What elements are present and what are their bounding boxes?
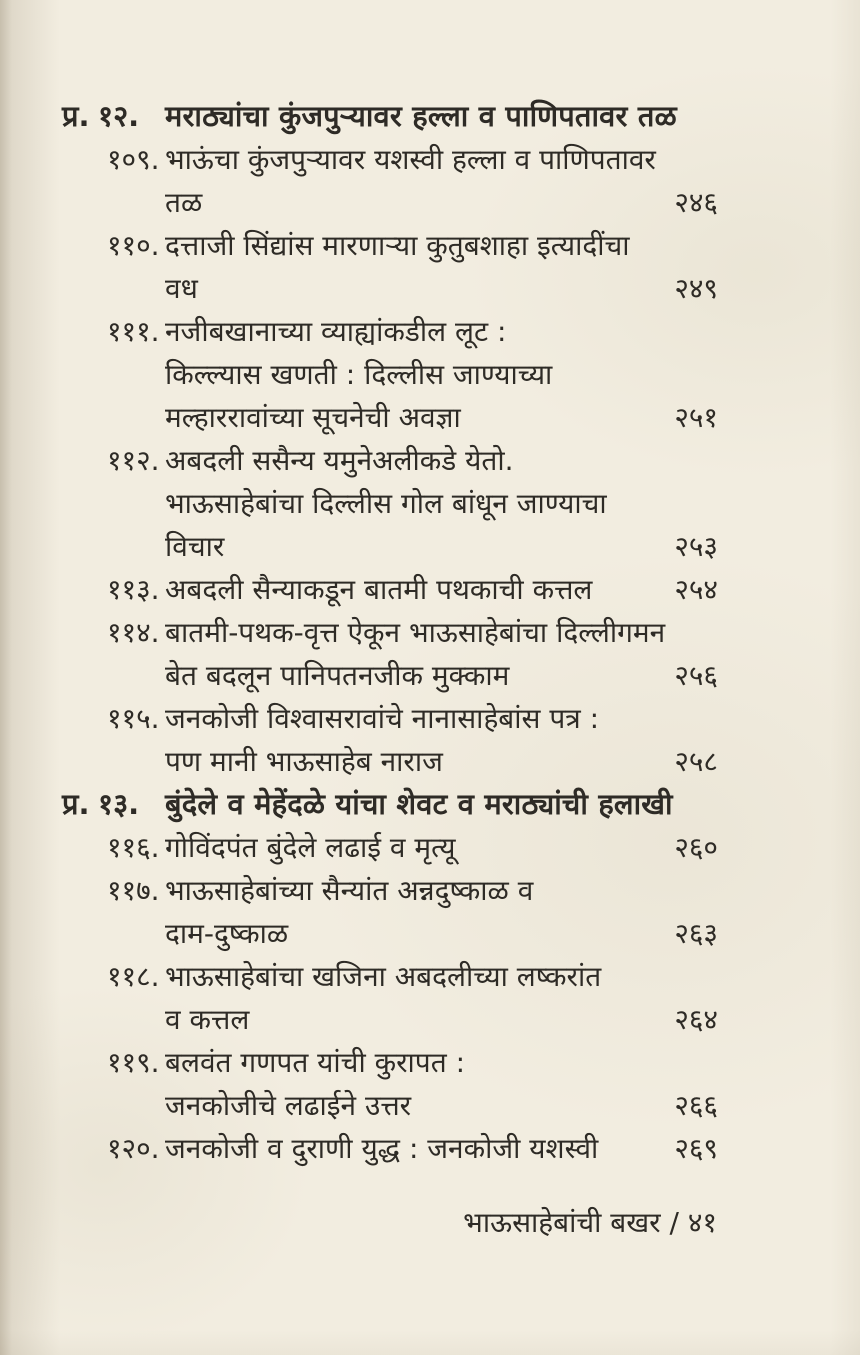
entry-page-number: २५१ <box>674 401 718 434</box>
entry-page-number: २६४ <box>674 1003 718 1036</box>
entry-page-number: २५६ <box>674 659 718 692</box>
chapter-number: १३. <box>98 787 140 821</box>
entry-page-number: २६० <box>674 831 718 864</box>
entry-line: मल्हाररावांच्या सूचनेची अवज्ञा <box>165 401 461 434</box>
entry-line: पण मानी भाऊसाहेब नाराज <box>165 745 443 778</box>
toc-entry-row <box>62 568 718 611</box>
chapter-title: बुंदेले व मेहेंदळे यांचा शेवट व मराठ्यांची हलाखी <box>165 787 673 821</box>
entry-line: अबदली सैन्याकडून बातमी पथकाची कत्तल <box>165 573 593 606</box>
toc-entry-row <box>62 310 718 439</box>
entry-line: दत्ताजी सिंद्यांस मारणाऱ्या कुतुबशाहा इत्यादींचा <box>165 229 630 262</box>
entry-line: भाऊसाहेबांचा खजिना अबदलीच्या लष्करांत <box>165 960 602 993</box>
entry-line: भाऊसाहेबांच्या सैन्यांत अन्नदुष्काळ व <box>165 874 534 907</box>
chapter-prefix: प्र. <box>62 99 90 133</box>
entry-line: तळ <box>165 186 203 219</box>
entry-page-number: २६३ <box>674 917 718 950</box>
entry-page-number: २५८ <box>674 745 718 778</box>
toc-entry-row <box>62 138 718 224</box>
entry-line: विचार <box>165 530 225 563</box>
entry-line: बातमी-पथक-वृत्त ऐकून भाऊसाहेबांचा दिल्लीगमन <box>165 616 666 649</box>
entry-line: अबदली ससैन्य यमुनेअलीकडे येतो. <box>165 444 514 477</box>
entry-line: भाऊसाहेबांचा दिल्लीस गोल बांधून जाण्याचा <box>165 487 607 520</box>
entry-number: ११५. <box>107 702 160 735</box>
page-footer: भाऊसाहेबांची बखर / ४१ <box>463 1206 717 1239</box>
entry-line: गोविंदपंत बुंदेले लढाई व मृत्यू <box>165 831 456 864</box>
entry-number: ११९. <box>107 1046 160 1079</box>
table-of-contents <box>62 95 718 1170</box>
entry-page-number: २४९ <box>674 272 718 305</box>
toc-entry-row <box>62 826 718 869</box>
entry-line: वध <box>165 272 198 305</box>
toc-entry-row <box>62 697 718 783</box>
toc-chapter-row <box>62 783 718 826</box>
entry-line: जनकोजी विश्वासरावांचे नानासाहेबांस पत्र : <box>165 702 600 735</box>
entry-number: ११०. <box>107 229 160 262</box>
entry-number: ११३. <box>107 573 160 606</box>
toc-entry-row <box>62 869 718 955</box>
entry-line: व कत्तल <box>165 1003 250 1036</box>
entry-line: भाऊंचा कुंजपुऱ्यावर यशस्वी हल्ला व पाणिपतावर <box>165 143 656 176</box>
toc-chapter-row <box>62 95 718 138</box>
toc-entry-row <box>62 224 718 310</box>
entry-number: ११६. <box>107 831 160 864</box>
entry-page-number: २५३ <box>674 530 718 563</box>
entry-line: बलवंत गणपत यांची कुरापत : <box>165 1046 466 1079</box>
toc-entry-row <box>62 1127 718 1170</box>
toc-entry-row <box>62 611 718 697</box>
entry-line: किल्ल्यास खणती : दिल्लीस जाण्याच्या <box>165 358 553 391</box>
chapter-title: मराठ्यांचा कुंजपुऱ्यावर हल्ला व पाणिपतावर तळ <box>165 99 677 133</box>
entry-page-number: २५४ <box>674 573 718 606</box>
chapter-prefix: प्र. <box>62 787 90 821</box>
entry-line: नजीबखानाच्या व्याह्यांकडील लूट : <box>165 315 507 348</box>
entry-line: दाम-दुष्काळ <box>165 917 289 950</box>
toc-entry-row <box>62 955 718 1041</box>
entry-number: १११. <box>107 315 160 348</box>
entry-line: जनकोजीचे लढाईने उत्तर <box>165 1089 412 1122</box>
entry-number: ११७. <box>107 874 160 907</box>
entry-line: बेत बदलून पानिपतनजीक मुक्काम <box>165 659 510 692</box>
entry-page-number: २६६ <box>674 1089 718 1122</box>
entry-number: १०९. <box>107 143 160 176</box>
entry-page-number: २४६ <box>674 186 718 219</box>
entry-number: १२०. <box>107 1132 160 1165</box>
toc-entry-row <box>62 1041 718 1127</box>
chapter-number: १२. <box>98 99 140 133</box>
entry-number: ११४. <box>107 616 160 649</box>
toc-entry-row <box>62 439 718 568</box>
entry-line: जनकोजी व दुराणी युद्ध : जनकोजी यशस्वी <box>165 1132 599 1165</box>
entry-number: ११२. <box>107 444 160 477</box>
entry-page-number: २६९ <box>674 1132 718 1165</box>
entry-number: ११८. <box>107 960 160 993</box>
